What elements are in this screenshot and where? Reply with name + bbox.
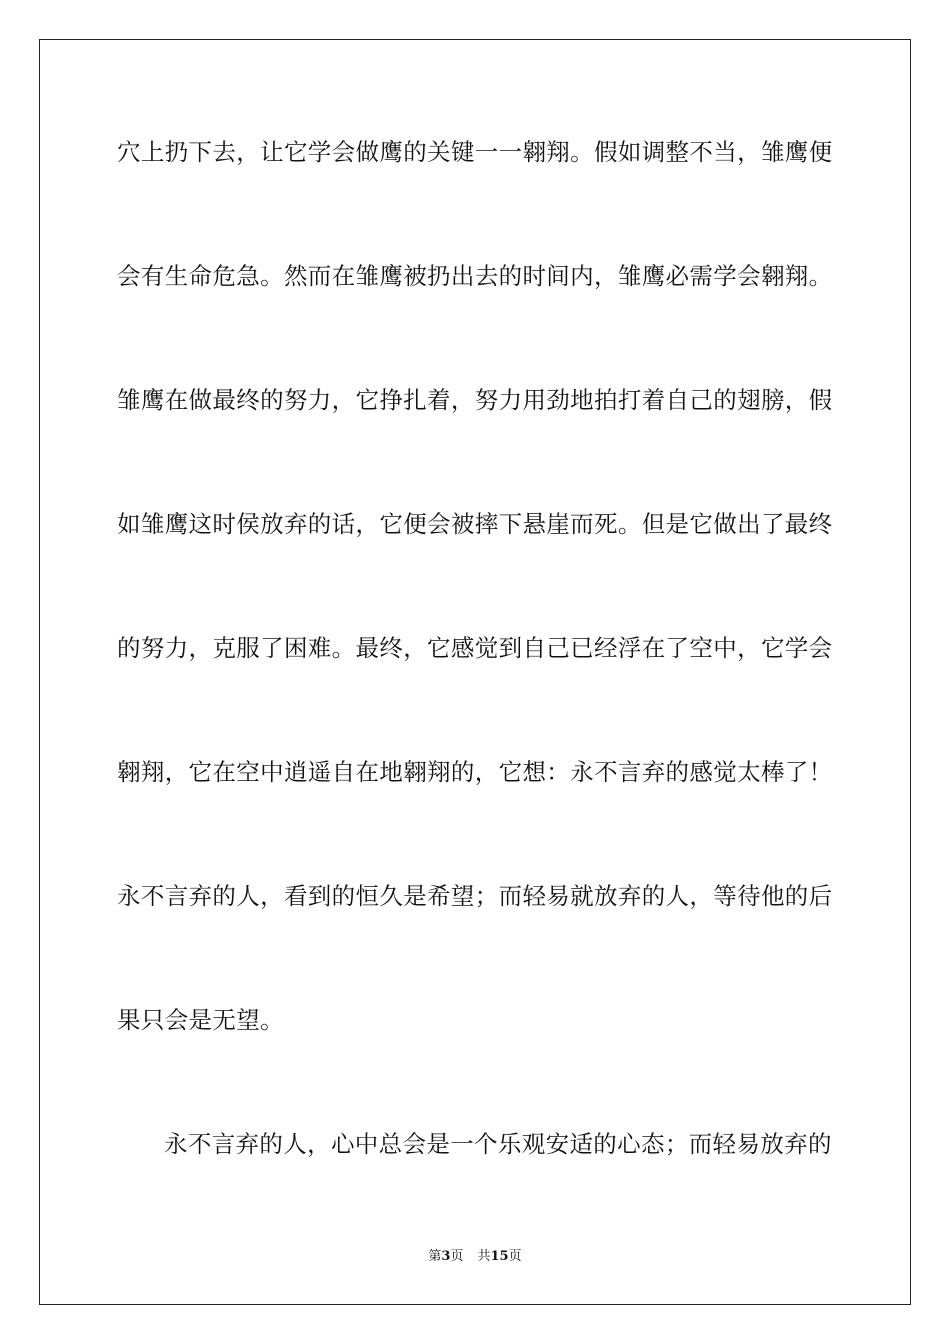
body-line-8: 果只会是无望。 [117,1006,284,1034]
footer-page-number: 3 [441,1249,451,1264]
body-line-6: 翱翔，它在空中逍遥自在地翱翔的，它想：永不言弃的感觉太棒了！ [117,758,833,786]
footer-total-prefix: 共 [477,1249,491,1264]
body-line-9: 永不言弃的人，心中总会是一个乐观安适的心态；而轻易放弃的 [164,1130,832,1158]
body-line-3: 雏鹰在做最终的努力，它挣扎着，努力用劲地拍打着自己的翅膀，假 [117,386,833,414]
footer-total-pages: 15 [490,1249,509,1264]
page-footer [0,1248,950,1266]
body-line-4: 如雏鹰这时侯放弃的话，它便会被摔下悬崖而死。但是它做出了最终 [117,510,833,538]
body-line-2: 会有生命危急。然而在雏鹰被扔出去的时间内，雏鹰必需学会翱翔。 [117,262,833,290]
body-line-5: 的努力，克服了困难。最终，它感觉到自己已经浮在了空中，它学会 [117,634,833,662]
page-border [39,39,911,1305]
body-line-7: 永不言弃的人，看到的恒久是希望；而轻易就放弃的人，等待他的后 [117,882,833,910]
body-line-1: 穴上扔下去，让它学会做鹰的关键一一翱翔。假如调整不当，雏鹰便 [117,138,833,166]
footer-total-suffix: 页 [508,1249,522,1264]
footer-page-suffix: 页 [450,1249,464,1264]
footer-page-prefix: 第 [428,1249,442,1264]
